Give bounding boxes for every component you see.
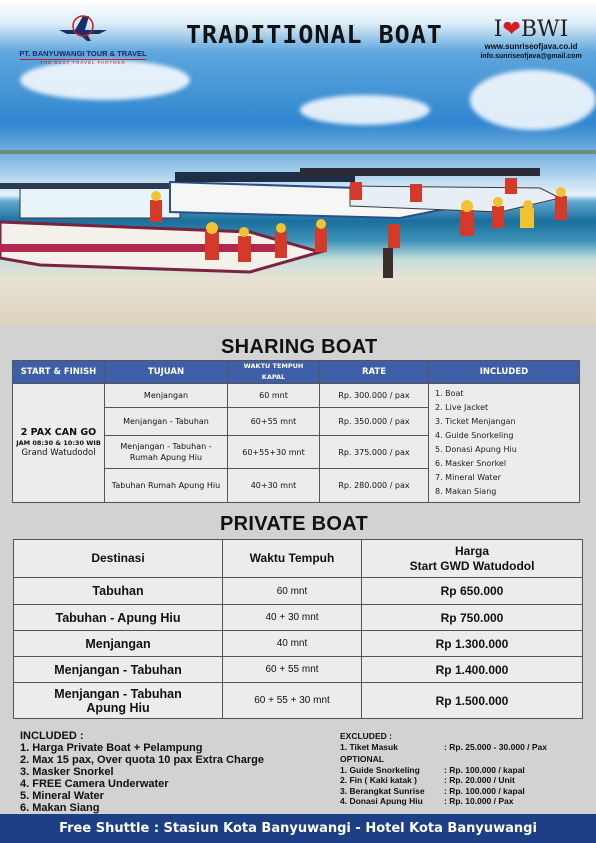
col-harga	[362, 540, 583, 578]
optional-item	[340, 765, 590, 776]
page-title: TRADITIONAL BOAT	[186, 20, 443, 49]
included-item: 5. Mineral Water	[20, 790, 104, 802]
col-waktu-tempuh: Waktu Tempuh	[223, 540, 362, 578]
tujuan-cell: Menjangan - Tabuhan	[105, 408, 228, 436]
included-item: 4. Guide Snorkeling	[435, 431, 514, 440]
table-row	[14, 605, 583, 631]
col-waktu: WAKTU TEMPUH KAPAL	[228, 361, 320, 384]
included-section	[20, 730, 320, 814]
pax-label: 2 PAX CAN GO	[20, 427, 97, 438]
table-row	[14, 631, 583, 657]
included-item: 3. Masker Snorkel	[20, 766, 114, 778]
sharing-boat-table	[12, 360, 580, 503]
time-cell: 40 mnt	[223, 631, 362, 657]
included-item: 3. Ticket Menjangan	[435, 417, 516, 426]
price-cell: Rp 750.000	[362, 605, 583, 631]
start-finish-cell	[13, 384, 105, 503]
waktu-cell: 60+55 mnt	[228, 408, 320, 436]
table-row	[14, 683, 583, 719]
included-item: 2. Live Jacket	[435, 403, 489, 412]
airplane-logo-icon	[57, 12, 109, 42]
waktu-cell: 60+55+30 mnt	[228, 436, 320, 468]
excluded-title: EXCLUDED :	[340, 731, 392, 741]
dest-text: Menjangan - Tabuhan Apung Hiu	[54, 686, 182, 715]
time-cell: 60 + 55 + 30 mnt	[223, 683, 362, 719]
brand-block	[470, 18, 592, 61]
dest-cell	[14, 683, 223, 719]
i-love-bwi-logo	[470, 18, 592, 42]
col-rate: RATE	[320, 361, 429, 384]
table-row	[14, 578, 583, 605]
optional-item-price: : Rp. 100.000 / kapal	[444, 785, 525, 796]
private-boat-title: PRIVATE BOAT	[220, 513, 369, 535]
dest-cell: Tabuhan - Apung Hiu	[14, 605, 223, 631]
included-item: 6. Masker Snorkel	[435, 459, 507, 468]
dest-cell: Tabuhan	[14, 578, 223, 605]
col-start-finish: START & FINISH	[13, 361, 105, 384]
sharing-boat-title: SHARING BOAT	[221, 336, 378, 358]
table-header-row	[14, 540, 583, 578]
brand-prefix: I	[493, 17, 503, 42]
price-cell: Rp 1.300.000	[362, 631, 583, 657]
price-cell: Rp 1.500.000	[362, 683, 583, 719]
harga-sub-label: Start GWD Watudodol	[409, 558, 535, 573]
included-title: INCLUDED :	[20, 730, 84, 742]
time-cell: 60 mnt	[223, 578, 362, 605]
table-header-row	[13, 361, 580, 384]
excluded-item-name: 1. Tiket Masuk	[340, 741, 398, 752]
optional-item-name: 1. Guide Snorkeling	[340, 764, 420, 775]
rate-cell: Rp. 280.000 / pax	[320, 468, 429, 502]
company-tagline: THE BEST TRAVEL PARTNER	[20, 59, 146, 65]
col-included: INCLUDED	[429, 361, 580, 384]
included-item: 8. Makan Siang	[435, 487, 497, 496]
private-boat-table	[13, 539, 583, 719]
heart-icon: ❤	[502, 17, 521, 42]
optional-item	[340, 786, 590, 797]
optional-item-name: 4. Donasi Apung Hiu	[340, 796, 423, 806]
included-item: 5. Donasi Apung Hiu	[435, 445, 517, 454]
col-tujuan: TUJUAN	[105, 361, 228, 384]
table-row	[14, 657, 583, 683]
optional-item-name: 3. Berangkat Sunrise	[340, 785, 425, 796]
dest-cell: Menjangan - Tabuhan	[14, 657, 223, 683]
optional-item-price: : Rp. 10.000 / Pax	[444, 796, 514, 806]
email-link[interactable]: info.sunriseofjava@gmail.com	[480, 53, 582, 60]
excluded-section	[340, 731, 590, 807]
optional-item-price: : Rp. 100.000 / kapal	[444, 764, 525, 775]
optional-item-name: 2. Fin ( Kaki katak )	[340, 775, 417, 785]
website-link[interactable]: www.sunriseofjava.co.id	[484, 42, 578, 51]
table-row	[13, 384, 580, 408]
optional-item-price: : Rp. 20.000 / Unit	[444, 775, 515, 785]
price-cell: Rp 650.000	[362, 578, 583, 605]
included-item: 1. Boat	[435, 389, 464, 398]
optional-item	[340, 775, 590, 786]
included-list	[429, 384, 580, 503]
included-item: 1. Harga Private Boat + Pelampung	[20, 742, 203, 754]
dest-cell: Menjangan	[14, 631, 223, 657]
time-cell: 60 + 55 mnt	[223, 657, 362, 683]
optional-item	[340, 796, 590, 807]
included-item: 4. FREE Camera Underwater	[20, 778, 169, 790]
waktu-cell: 40+30 mnt	[228, 468, 320, 502]
waktu-cell: 60 mnt	[228, 384, 320, 408]
included-item: 2. Max 15 pax, Over quota 10 pax Extra Charge	[20, 754, 264, 766]
optional-title: OPTIONAL	[340, 754, 384, 764]
excluded-item	[340, 742, 590, 753]
rate-cell: Rp. 350.000 / pax	[320, 408, 429, 436]
included-item: 7. Mineral Water	[435, 473, 501, 482]
harga-label: Harga	[454, 543, 489, 558]
schedule-label: JAM 08:30 & 10:30 WIB	[16, 439, 101, 447]
brand-suffix: BWI	[520, 17, 569, 42]
rate-cell: Rp. 300.000 / pax	[320, 384, 429, 408]
excluded-item-price: : Rp. 25.000 - 30.000 / Pax	[444, 741, 548, 752]
price-cell: Rp 1.400.000	[362, 657, 583, 683]
tujuan-cell: Tabuhan Rumah Apung Hiu	[105, 468, 228, 502]
tujuan-cell: Menjangan	[105, 384, 228, 408]
rate-cell: Rp. 375.000 / pax	[320, 436, 429, 468]
tujuan-cell: Menjangan - Tabuhan - Rumah Apung Hiu	[105, 436, 228, 468]
included-item: 6. Makan Siang	[20, 802, 100, 814]
col-destinasi: Destinasi	[14, 540, 223, 578]
time-cell: 40 + 30 mnt	[223, 605, 362, 631]
free-shuttle-banner: Free Shuttle : Stasiun Kota Banyuwangi - Hotel Kota Banyuwangi	[0, 814, 596, 843]
location-label: Grand Watudodol	[21, 448, 96, 458]
company-logo	[8, 12, 158, 65]
company-name: PT. BANYUWANGI TOUR & TRAVEL	[19, 49, 147, 58]
